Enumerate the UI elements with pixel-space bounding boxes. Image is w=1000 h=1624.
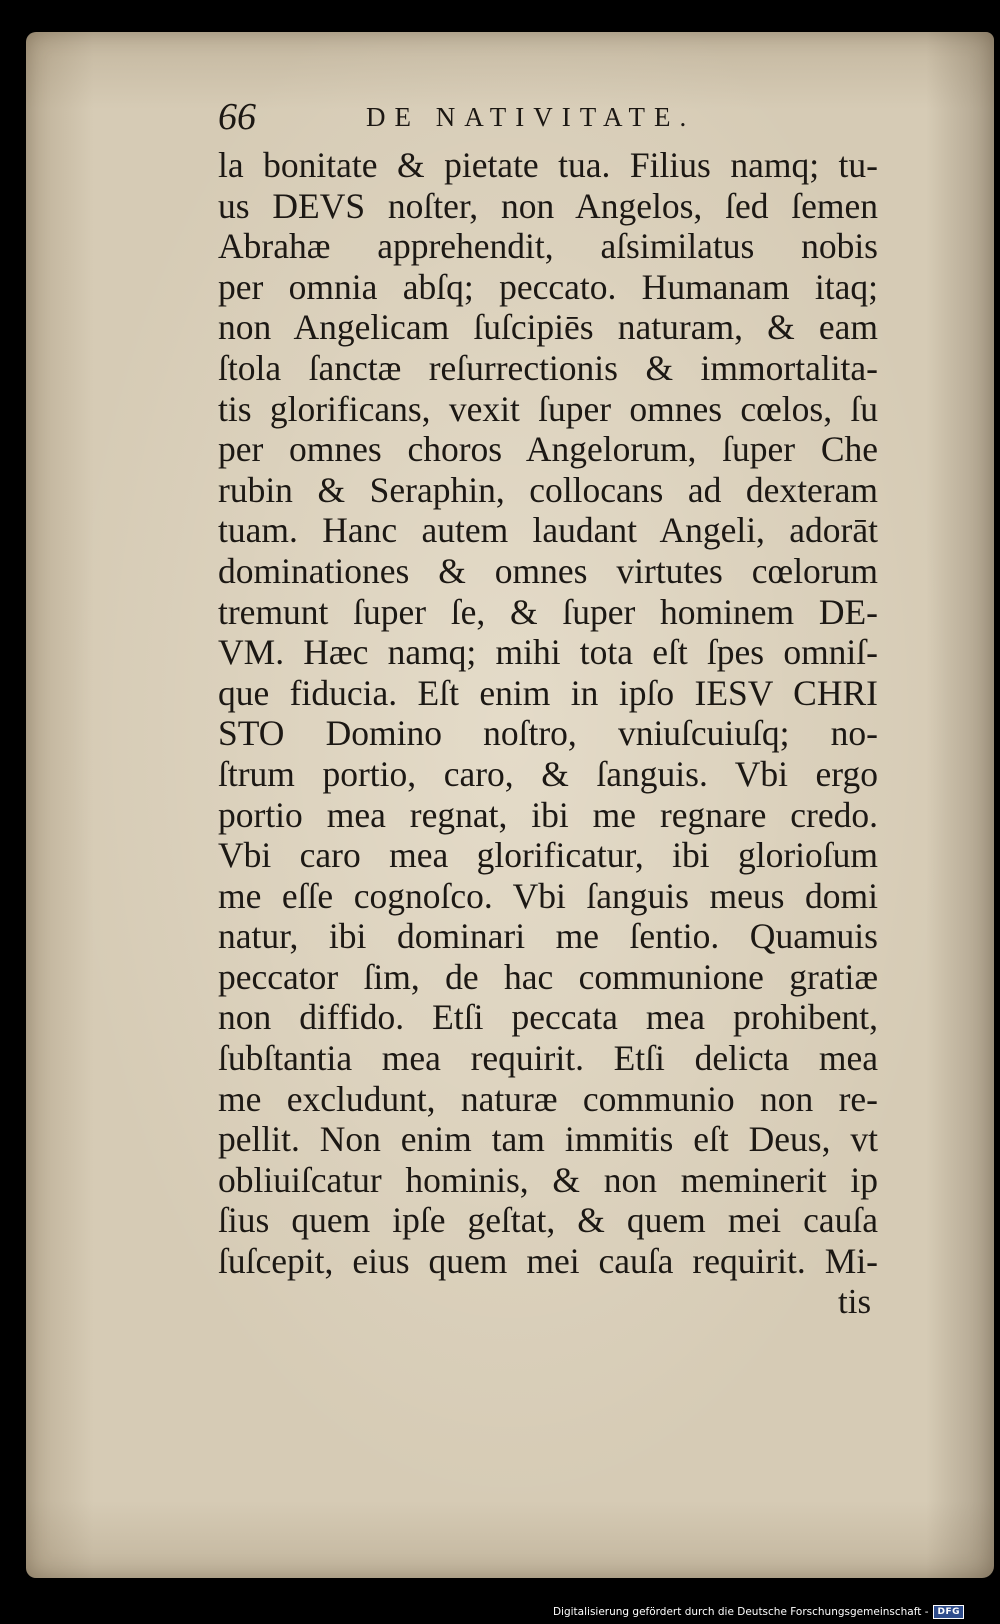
text-line: natur, ibi dominari me ſentio. Quamuis: [218, 916, 878, 957]
text-line: us DEVS noſter, non Angelos, ſed ſemen: [218, 185, 878, 226]
text-line: ſtrum portio, caro, & ſanguis. Vbi ergo: [218, 753, 878, 794]
dfg-logo: DFG: [933, 1605, 964, 1619]
text-line: que fiducia. Eſt enim in ipſo IESV CHRI: [218, 672, 878, 713]
text-line: VM. Hæc namq; mihi tota eſt ſpes omniſ-: [218, 632, 878, 673]
text-line: tuam. Hanc autem laudant Angeli, adorāt: [218, 510, 878, 551]
text-line: ſuſcepit, eius quem mei cauſa requirit. Mi-: [218, 1241, 878, 1282]
text-line: non diffido. Etſi peccata mea prohibent,: [218, 997, 878, 1038]
text-line: per omnia abſq; peccato. Humanam itaq;: [218, 266, 878, 307]
text-line: per omnes choros Angelorum, ſuper Che: [218, 429, 878, 470]
body-text: [218, 145, 878, 1282]
text-line: STO Domino noſtro, vniuſcuiuſq; no-: [218, 713, 878, 754]
credit-text: Digitalisierung gefördert durch die Deutsche Forschungsgemeinschaft -: [552, 1606, 929, 1618]
text-line: ſtola ſanctæ reſurrectionis & immortalita-: [218, 347, 878, 388]
text-line: pellit. Non enim tam immitis eſt Deus, vt: [218, 1119, 878, 1160]
page-number: 66: [218, 96, 256, 138]
text-line: peccator ſim, de hac communione gratiæ: [218, 956, 878, 997]
text-line: obliuiſcatur hominis, & non meminerit ip: [218, 1159, 878, 1200]
text-line: Vbi caro mea glorificatur, ibi glorioſum: [218, 835, 878, 876]
text-line: tremunt ſuper ſe, & ſuper hominem DE-: [218, 591, 878, 632]
catchword: tis: [838, 1282, 872, 1321]
running-head: [218, 92, 778, 142]
text-line: non Angelicam ſuſcipiēs naturam, & eam: [218, 307, 878, 348]
text-line: tis glorificans, vexit ſuper omnes cœlos, ſu: [218, 388, 878, 429]
text-line: Abrahæ apprehendit, aſsimilatus nobis: [218, 226, 878, 267]
digitization-credit: [553, 1605, 964, 1619]
text-line: rubin & Seraphin, collocans ad dexteram: [218, 469, 878, 510]
text-line: ſubſtantia mea requirit. Etſi delicta mea: [218, 1038, 878, 1079]
text-line: la bonitate & pietate tua. Filius namq; tu-: [218, 145, 878, 185]
text-line: me eſſe cognoſco. Vbi ſanguis meus domi: [218, 875, 878, 916]
running-head-title: DE NATIVITATE.: [366, 102, 696, 132]
text-line: dominationes & omnes virtutes cœlorum: [218, 550, 878, 591]
text-line: me excludunt, naturæ communio non re-: [218, 1078, 878, 1119]
text-line: ſius quem ipſe geſtat, & quem mei cauſa: [218, 1200, 878, 1241]
text-line: portio mea regnat, ibi me regnare credo.: [218, 794, 878, 835]
